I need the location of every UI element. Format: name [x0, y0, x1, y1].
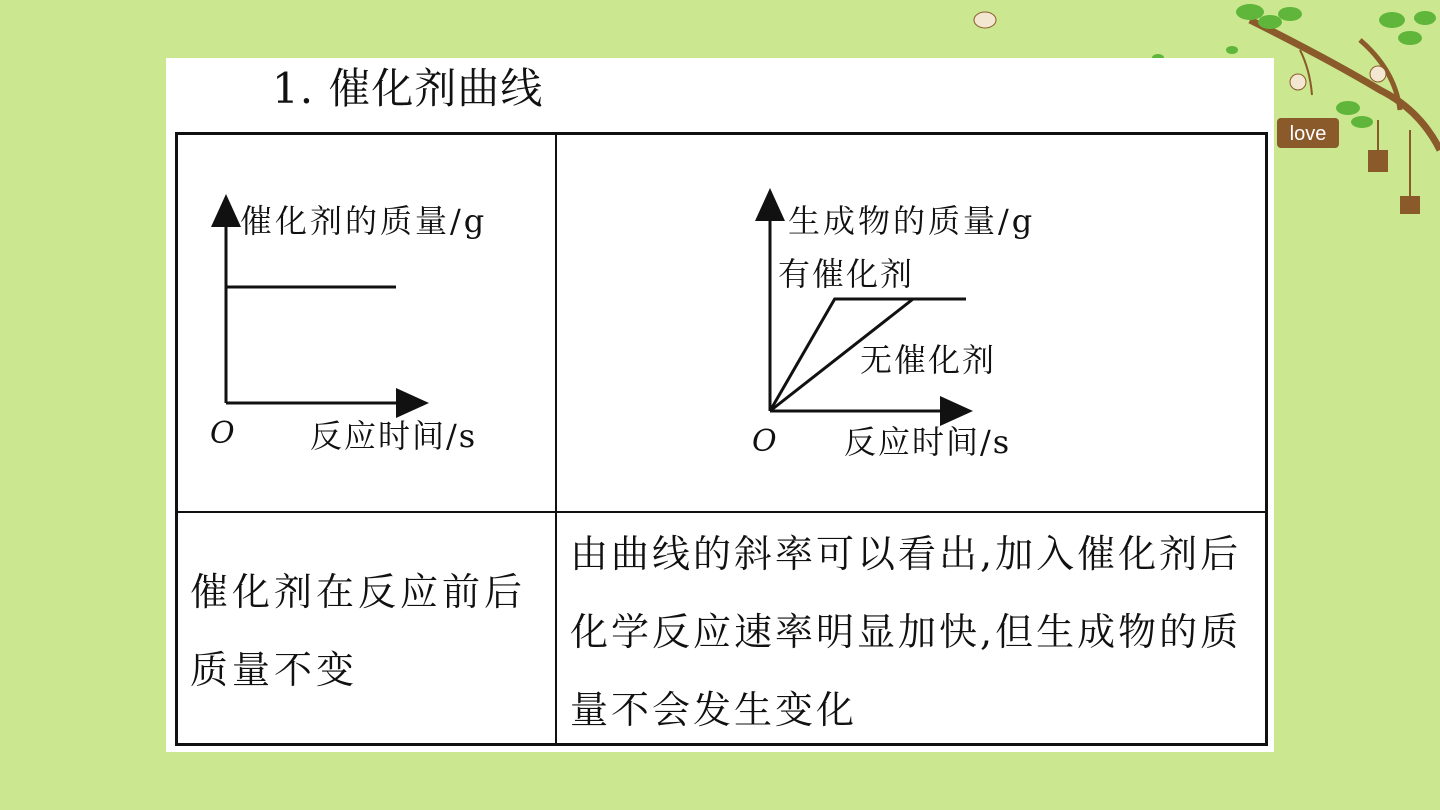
explanation-cell-text: 由曲线的斜率可以看出,加入催化剂后化学反应速率明显加快,但生成物的质量不会发生变化: [570, 532, 1242, 732]
x-axis-label: 反应时间/s: [844, 423, 1012, 461]
y-axis-label: 生成物的质量/g: [788, 202, 1036, 240]
column-divider: [555, 135, 557, 743]
series-label-without-catalyst: 无催化剂: [860, 341, 997, 379]
love-sign-text: love: [1289, 123, 1327, 145]
origin-label: O: [210, 416, 235, 451]
catalyst-mass-chart: [198, 185, 538, 465]
comparison-table: [175, 132, 1268, 746]
product-mass-chart: [738, 185, 1178, 475]
y-axis-label: 催化剂的质量/g: [240, 202, 488, 240]
row-divider: [178, 511, 1265, 513]
x-axis-label: 反应时间/s: [310, 417, 478, 455]
section-heading: 1. 催化剂曲线: [272, 64, 544, 113]
love-sign: [1277, 118, 1339, 148]
origin-label: O: [752, 424, 777, 459]
series-label-with-catalyst: 有催化剂: [778, 255, 915, 293]
birdhouse-icon: [1368, 150, 1420, 214]
conclusion-cell-text: 催化剂在反应前后质量不变: [190, 570, 527, 692]
